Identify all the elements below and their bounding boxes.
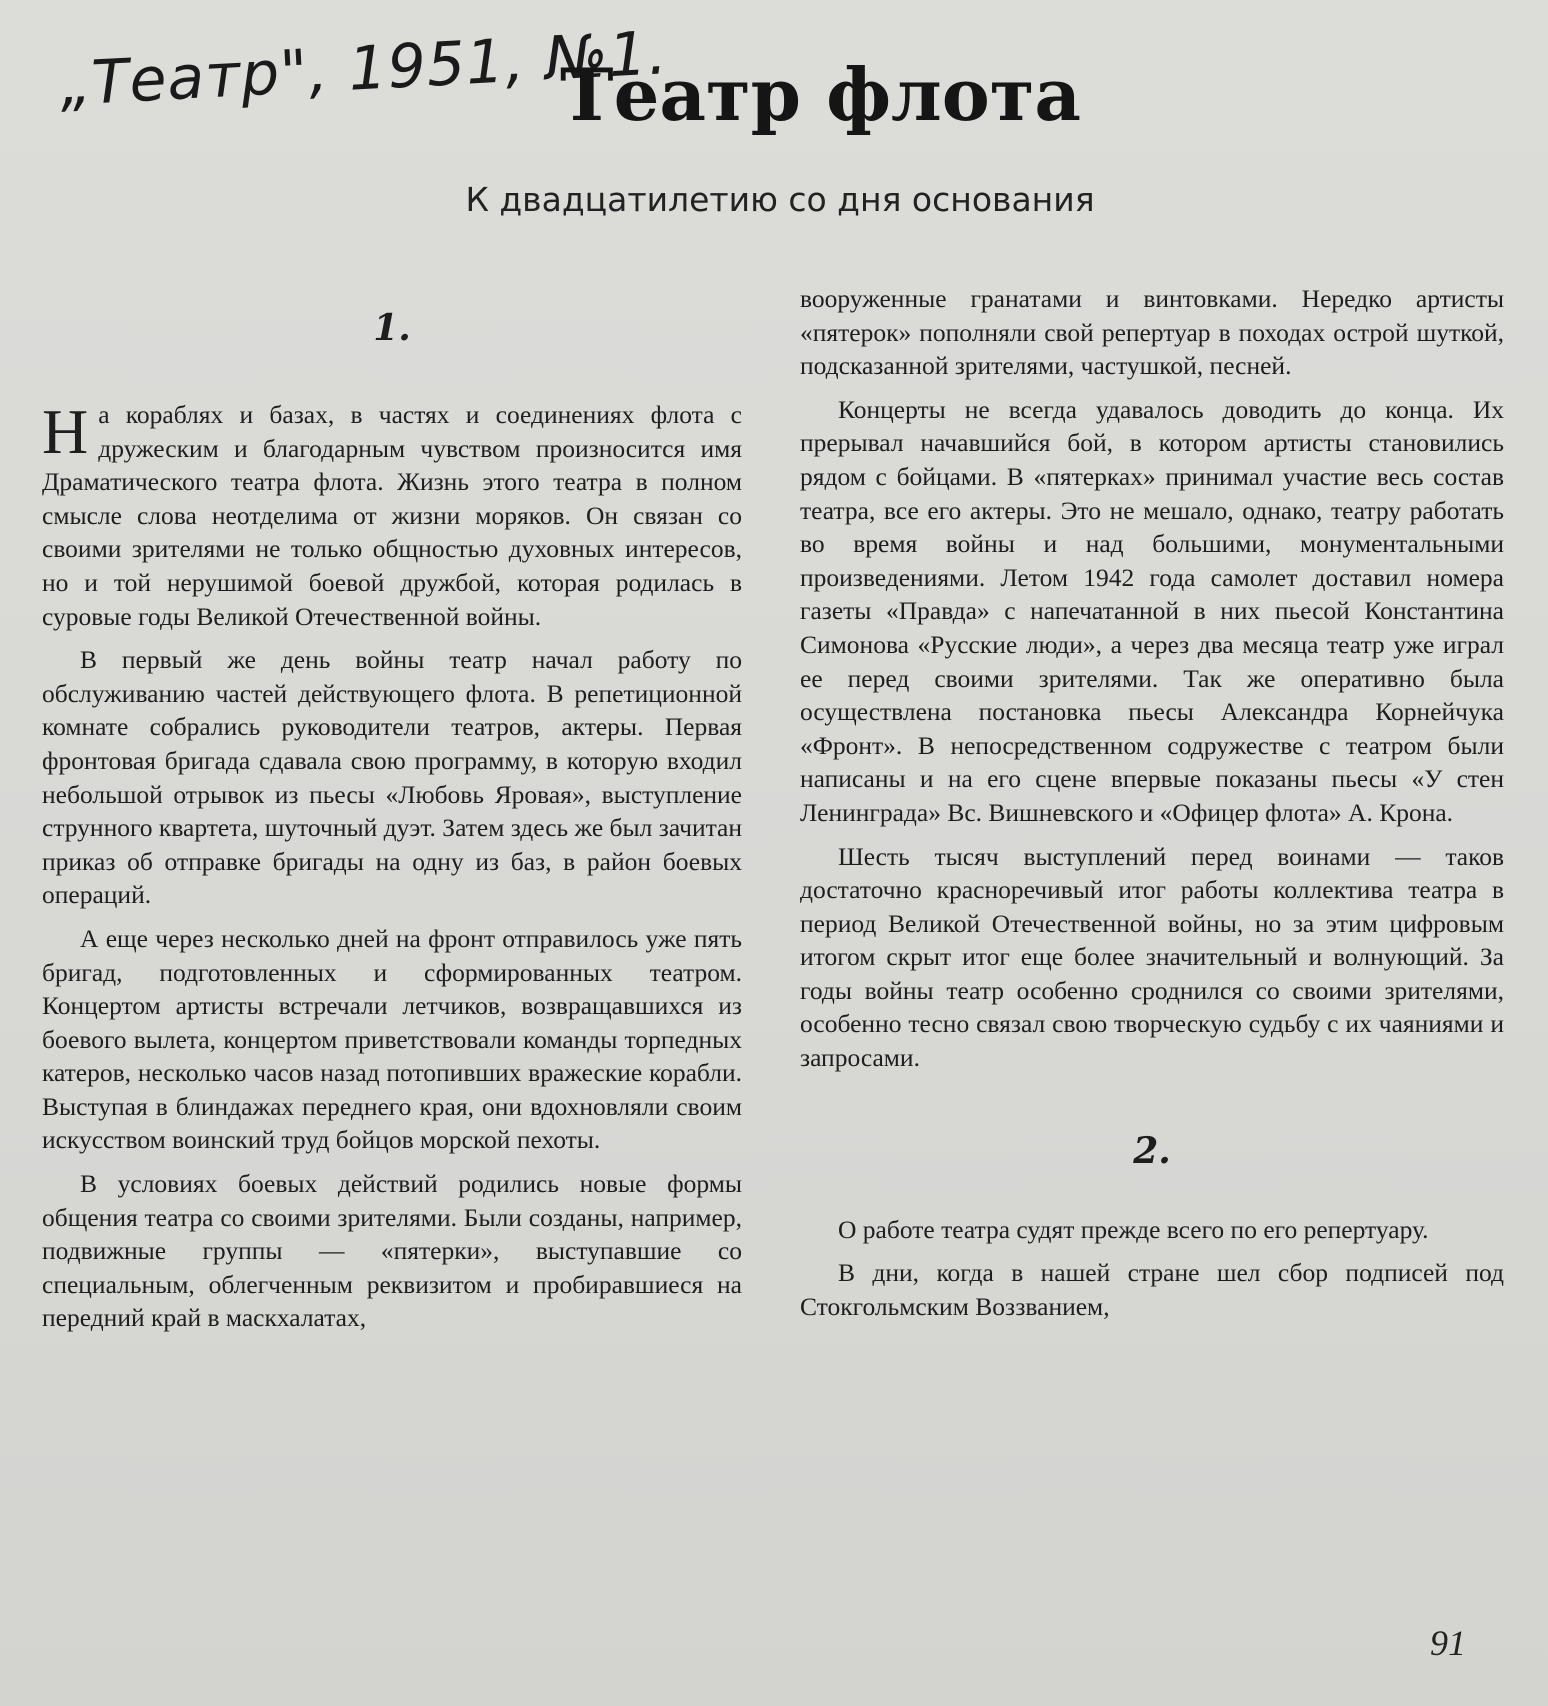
drop-cap: Н: [42, 396, 89, 467]
paragraph-1: [42, 398, 742, 633]
page-title: Театр флота: [560, 52, 1082, 137]
paragraph-3: А еще через несколько дней на фронт отправилось уже пять бригад, подготовленных и сформированных театром. Концертом артисты встречали летчиков, возвращавшихся из боевого вылета, концертом приветствовали команды торпедных катеров, несколько часов назад потопивших вражеские корабли. Выступая в блиндажах переднего края, они вдохновляли своим искусством воинский труд бойцов морской пехоты.: [42, 923, 742, 1155]
paragraph-4-continued: вооруженные гранатами и винтовками. Нередко артисты «пятерок» пополняли свой репертуар в походах острой шуткой, подсказанной зрителями, частушкой, песней.: [800, 284, 1504, 381]
paragraph-6: Шесть тысяч выступлений перед воинами — таков достаточно красноречивый итог работы коллектива театра в период Великой Отечественной войны, но за этим цифровым итогом скрыт итог еще более значительный и волнующий. За годы войны театр особенно сроднился со своими зрителями, особенно тесно связал свою творческую судьбу с их чаяниями и запросами.: [800, 841, 1504, 1073]
section-2-number: 2.: [1133, 1129, 1171, 1172]
handwritten-source-note: „Театр", 1951, №1.: [58, 18, 670, 120]
right-column: [800, 282, 1504, 1333]
page-subtitle: К двадцатилетию со дня основания: [465, 180, 1095, 219]
section-1-number: 1.: [373, 307, 411, 349]
page-number: 91: [1430, 1623, 1466, 1663]
paragraph-5: Концерты не всегда удавалось доводить до конца. Их прерывал начавшийся бой, в котором артисты становились рядом с бойцами. В «пятерках» принимал участие весь состав театра, все его актеры. Это не мешало, однако, театру работать во время войны и над большими, монументальными произведениями. Летом 1942 года самолет доставил номера газеты «Правда» с напечатанной в них пьесой Константина Симонова «Русские люди», а через два месяца театр уже играл ее перед своими зрителями. Так же оперативно была осуществлена постановка пьесы Александра Корнейчука «Фронт». В непосредственном содружестве с театром были написаны и на его сцене впервые показаны пьесы «У стен Ленинграда» Вс. Вишневского и «Офицер флота» А. Крона.: [800, 394, 1504, 827]
section-2-paragraph-1: О работе театра судят прежде всего по его репертуару.: [838, 1214, 1429, 1244]
paragraph-1-text: а кораблях и базах, в частях и соединениях флота с дружеским и благодарным чувством произносится имя Драматического театра флота. Жизнь этого театра в полном смысле слова неотделима от жизни моряков. Он связан со своими зрителями не только общностью духовных интересов, но и той нерушимой боевой дружбой, которая родилась в суровые годы Великой Отечественной войны.: [42, 400, 742, 631]
left-column: [42, 300, 742, 1345]
paragraph-4: В условиях боевых действий родились новые формы общения театра со своими зрителями. Были созданы, например, подвижные группы — «пятерки», выступавшие со специальным, облегченным реквизитом и пробиравшиеся на передний край в маскхалатах,: [42, 1169, 742, 1333]
paragraph-2: В первый же день войны театр начал работу по обслуживанию частей действующего флота. В репетиционной комнате собрались руководители театров, актеры. Первая фронтовая бригада сдавала свою программу, в которую входил небольшой отрывок из пьесы «Любовь Яровая», выступление струнного квартета, шуточный дуэт. Затем здесь же был зачитан приказ об отправке бригады на одну из баз, в район боевых операций.: [42, 645, 743, 910]
section-2-paragraph-2: В дни, когда в нашей стране шел сбор подписей под Стокгольмским Воззванием,: [800, 1258, 1504, 1321]
